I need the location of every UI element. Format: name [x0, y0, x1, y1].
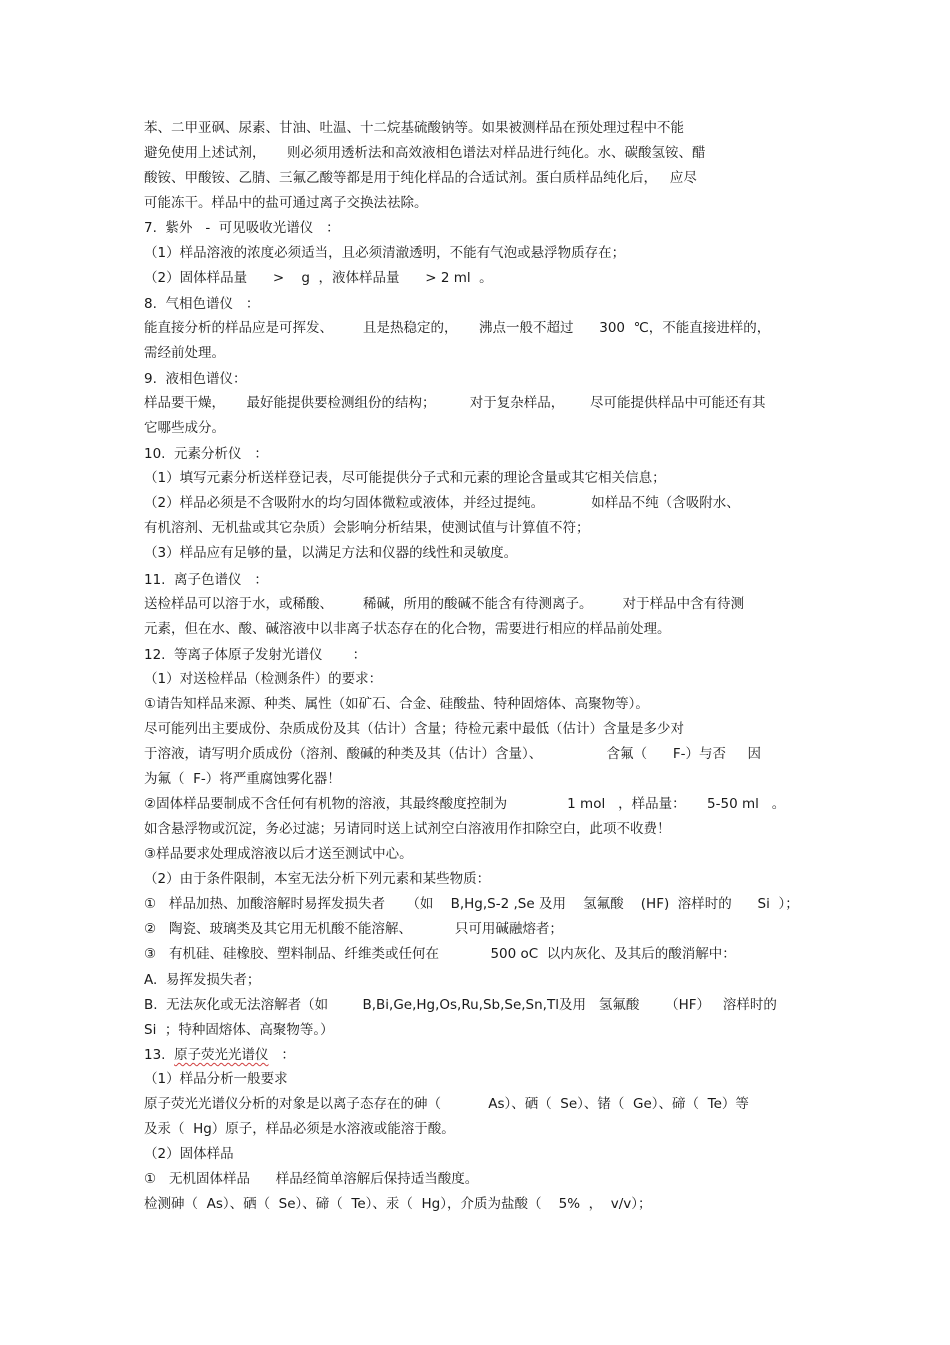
text-line: ① 样品加热、加酸溶解时易挥发损失者 （如 B,Hg,S-2 ,Se 及用 氢氟酸 (HF) 溶样时的 Si ）； — [144, 896, 799, 912]
text-line: Si ；特种固熔体、高聚物等。） — [144, 1022, 334, 1038]
text-line: ②固体样品要制成不含任何有机物的溶液，其最终酸度控制为 1 mol ，样品量： 5-50 ml 。 — [144, 796, 786, 812]
text-line: 可能冻干。样品中的盐可通过离子交换法祛除。 — [144, 195, 428, 211]
text-line: （1）对送检样品（检测条件）的要求： — [144, 671, 383, 687]
text-line: 检测砷（ As）、硒（ Se）、碲（ Te）、汞（ Hg），介质为盐酸（ 5% ， v/v）； — [144, 1196, 652, 1212]
section-heading-11: 11. 离子色谱仪 ： — [144, 572, 268, 588]
text-line: ③样品要求处理成溶液以后才送至测试中心。 — [144, 846, 413, 862]
text-line: 样品要干燥， 最好能提供要检测组份的结构； 对于复杂样品， 尽可能提供样品中可能还有其 — [144, 395, 766, 411]
text-line: （2）由于条件限制，本室无法分析下列元素和某些物质： — [144, 871, 491, 887]
section-heading-13: 13. 原子荧光光谱仪 ： — [144, 1047, 295, 1063]
text-line: ① 无机固体样品 样品经简单溶解后保持适当酸度。 — [144, 1171, 479, 1187]
text-line: A. 易挥发损失者； — [144, 972, 261, 988]
text-line: 尽可能列出主要成份、杂质成份及其（估计）含量；待检元素中最低（估计）含量是多少对 — [144, 721, 684, 737]
text-line: ② 陶瓷、玻璃类及其它用无机酸不能溶解、 只可用碱融熔者； — [144, 921, 563, 937]
section-heading-12: 12. 等离子体原子发射光谱仪 ： — [144, 647, 367, 663]
section-heading-7: 7. 紫外 - 可见吸收光谱仪 ： — [144, 220, 340, 236]
text-line: （2）固体样品 — [144, 1146, 234, 1162]
text-line: （3）样品应有足够的量，以满足方法和仪器的线性和灵敏度。 — [144, 545, 518, 561]
text-line: （1）填写元素分析送样登记表，尽可能提供分子式和元素的理论含量或其它相关信息； — [144, 470, 666, 486]
text-line: （1）样品溶液的浓度必须适当，且必须清澈透明，不能有气泡或悬浮物质存在； — [144, 245, 626, 261]
underlined-phrase: 原子荧光光谱仪 — [174, 1047, 269, 1063]
section-heading-10: 10. 元素分析仪 ： — [144, 446, 268, 462]
text-line: （2）固体样品量 > g ，液体样品量 > 2 ml 。 — [144, 270, 493, 286]
text-line: 为氟（ F-）将严重腐蚀雾化器！ — [144, 771, 341, 787]
text-line: 有机溶剂、无机盐或其它杂质）会影响分析结果，使测试值与计算值不符； — [144, 520, 590, 536]
section-heading-8: 8. 气相色谱仪 ： — [144, 296, 260, 312]
section-heading-9: 9. 液相色谱仪： — [144, 371, 247, 387]
text-line: 苯、二甲亚砜、尿素、甘油、吐温、十二烷基硫酸钠等。如果被测样品在预处理过程中不能 — [144, 120, 684, 136]
text-line: 送检样品可以溶于水，或稀酸、 稀碱，所用的酸碱不能含有待测离子。 对于样品中含有待测 — [144, 596, 745, 612]
text-line: 如含悬浮物或沉淀，务必过滤；另请同时送上试剂空白溶液用作扣除空白，此项不收费！ — [144, 821, 671, 837]
text-line: 酸铵、甲酸铵、乙腈、三氟乙酸等都是用于纯化样品的合适试剂。蛋白质样品纯化后， 应尽 — [144, 170, 697, 186]
text-line: 及汞（ Hg）原子，样品必须是水溶液或能溶于酸。 — [144, 1121, 455, 1137]
text-line: 原子荧光光谱仪分析的对象是以离子态存在的砷（ As）、硒（ Se）、锗（ Ge）、碲（ Te）等 — [144, 1096, 749, 1112]
text-line: B. 无法灰化或无法溶解者（如 B,Bi,Ge,Hg,Os,Ru,Sb,Se,Sn,Tl及用 氢氟酸 （HF） 溶样时的 — [144, 997, 777, 1013]
text-line: ①请告知样品来源、种类、属性（如矿石、合金、硅酸盐、特种固熔体、高聚物等）。 — [144, 696, 649, 712]
text-line: 元素，但在水、酸、碱溶液中以非离子状态存在的化合物，需要进行相应的样品前处理。 — [144, 621, 671, 637]
text-line: 需经前处理。 — [144, 345, 225, 361]
text-line: 它哪些成分。 — [144, 420, 225, 436]
text-line: 于溶液，请写明介质成份（溶剂、酸碱的种类及其（估计）含量）、 含氟（ F-）与否 因 — [144, 746, 761, 762]
text-line: 能直接分析的样品应是可挥发、 且是热稳定的， 沸点一般不超过 300 ℃，不能直接进样的， — [144, 320, 771, 336]
text-line: （1）样品分析一般要求 — [144, 1071, 288, 1087]
text-line: 避免使用上述试剂， 则必须用透析法和高效液相色谱法对样品进行纯化。水、碳酸氢铵、醋 — [144, 145, 706, 161]
text-line: （2）样品必须是不含吸附水的均匀固体微粒或液体，并经过提纯。 如样品不纯（含吸附水、 — [144, 495, 740, 511]
text-line: ③ 有机硅、硅橡胶、塑料制品、纤维类或任何在 500 oC 以内灰化、及其后的酸消解中： — [144, 946, 736, 962]
